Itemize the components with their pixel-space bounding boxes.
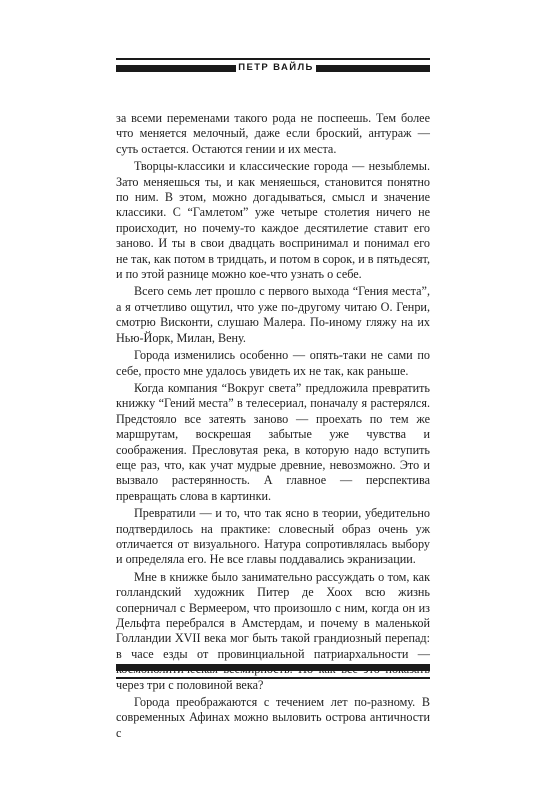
paragraph: Мне в книжке было занимательно рассуждать о том, как голландский художник Питер де Хоох всю жизнь соперничал с Вермеером, что произошло с ним, когда он из Дельфта перебрался в Амстердам, и почему в маленькой Голландии XVII века мог быть такой грандиозный перепад: в часе езды от провинциальной патриархальности — через три с половиной века? (116, 569, 430, 692)
footer-rule-thin (116, 677, 430, 679)
paragraph: Когда компания “Вокруг света” предложила превратить книжку “Гений места” в телесериал, поначалу я растерялся. Предстояло все затеять заново — проехать по тем же маршрутам, воскрешая забытые уже чувства и соображения. Пресловутая река, в которую надо вступить еще раз, что, как учат мудрые древние, невозможно. Это и вызвало растерянность. А главное — перспектива превращать слова в картинки. (116, 380, 430, 503)
paragraph-continuation: за всеми переменами такого рода не поспеешь. Тем более что меняется мелочный, даже если броский, антураж — суть остается. Остаются гении и их места. (116, 111, 430, 156)
paragraph: Превратили — и то, что так ясно в теории, убедительно подтвердилось на практике: словесный образ очень уж отличается от визуального. Натура сопротивлялась выбору и определяла его. Не все главы поддавались экранизации. (116, 506, 430, 567)
paragraph: Всего семь лет прошло с первого выхода “Гения места”, а я отчетливо ощутил, что уже по-другому читаю О. Генри, смотрю Висконти, слушаю Малера. По-иному гляжу на их Нью-Йорк, Милан, Вену. (116, 284, 430, 345)
header-rule-right (316, 65, 430, 72)
footer-rule-thick (116, 664, 430, 671)
paragraph: Творцы-классики и классические города — незыблемы. Зато меняешься ты, и как меняешься, становится понятно по ним. В этом, можно догадываться, смысл и значение классики. С “Гамлетом” уже четыре столетия ничего не происходит, но почему-то каждое десятилетие ставит его заново. И ты в свои двадцать воспринимал и понимал его не так, как потом в тридцать, и потом в сорок, и в пятьдесят, и по этой разнице можно кое-что узнать о себе. (116, 159, 431, 282)
header-rule-thin (116, 58, 430, 60)
running-head-author: ПЕТР ВАЙЛЬ (238, 62, 314, 73)
paragraph: Города преображаются с течением лет по-разному. В современных Афинах можно выловить острова античности с (116, 695, 430, 740)
paragraph: Города изменились особенно — опять-таки не сами по себе, просто мне удалось увидеть их не так, как раньше. (116, 348, 430, 378)
body-text (116, 111, 430, 741)
header-rule-left (116, 65, 236, 72)
running-header (116, 62, 430, 76)
